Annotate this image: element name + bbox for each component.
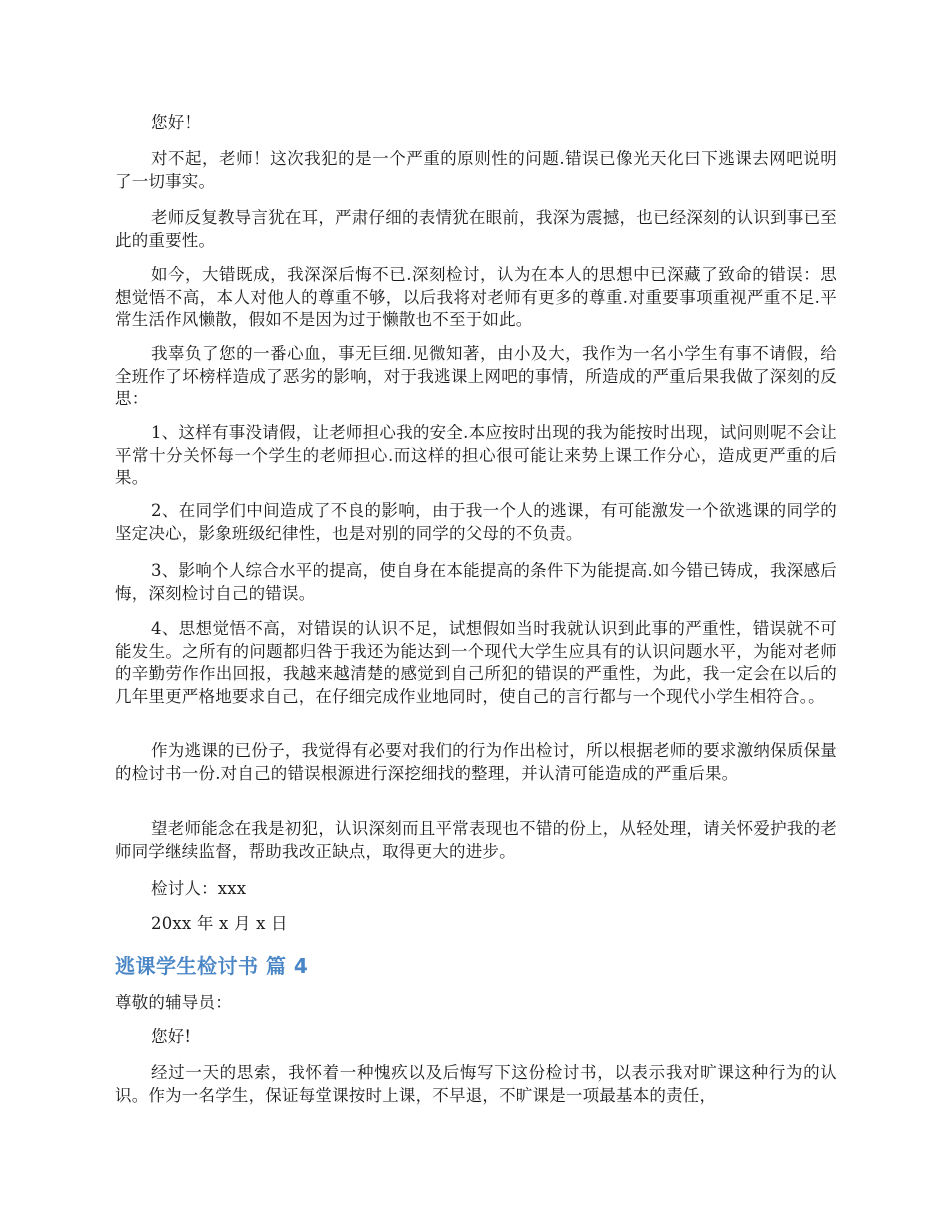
section-heading: 逃课学生检讨书 篇 4	[115, 954, 309, 978]
greeting: 您好！	[151, 113, 202, 132]
list-item-1: 1、这样有事没请假，让老师担心我的安全.本应按时出现的我为能按时出现，试问则呢不会让平常十分关怀每一个学生的老师担心.而这样的担心很可能让来势上课工作分心，造成更严重的后果。	[115, 423, 837, 487]
list-item-4: 4、思想觉悟不高，对错误的认识不足，试想假如当时我就认识到此事的严重性，错误就不可能发生。之所有的问题都归咎于我还为能达到一个现代大学生应具有的认识问题水平，为能对老师的辛勤劳作作出回报，我越来越清楚的感觉到自己所犯的错误的严重性，为此，我一定会在以后的几年里更严格地要求自己，在仔细完成作业地同时，使自己的言行都与一个现代小学生相符合。。	[115, 619, 837, 706]
paragraph-2: 老师反复教导言犹在耳，严肃仔细的表情犹在眼前，我深为震撼，也已经深刻的认识到事已至此的重要性。	[115, 208, 837, 250]
section-greeting: 您好!	[151, 1027, 192, 1046]
paragraph-5: 作为逃课的已份子，我觉得有必要对我们的行为作出检讨，所以根据老师的要求激纳保质保量的检讨书一份.对自己的错误根源进行深挖细找的整理，并认清可能造成的严重后果。	[115, 741, 837, 783]
list-item-2: 2、在同学们中间造成了不良的影响，由于我一个人的逃课，有可能激发一个欲逃课的同学的坚定决心，影象班级纪律性，也是对别的同学的父母的不负责。	[115, 501, 837, 543]
list-item-3: 3、影响个人综合水平的提高，使自身在本能提高的条件下为能提高.如今错已铸成，我深感后悔，深刻检讨自己的错误。	[115, 561, 837, 603]
salutation: 尊敬的辅导员：	[115, 993, 232, 1012]
paragraph-4: 我辜负了您的一番心血，事无巨细.见微知著，由小及大，我作为一名小学生有事不请假，给全班作了坏榜样造成了恶劣的影响，对于我逃课上网吧的事情，所造成的严重后果我做了深刻的反思：	[115, 344, 837, 408]
section-paragraph-1: 经过一天的思索，我怀着一种愧疚以及后悔写下这份检讨书，以表示我对旷课这种行为的认识。作为一名学生，保证每堂课按时上课，不早退，不旷课是一项最基本的责任，	[115, 1063, 837, 1105]
paragraph-6: 望老师能念在我是初犯，认识深刻而且平常表现也不错的份上，从轻处理，请关怀爱护我的老师同学继续监督，帮助我改正缺点，取得更大的进步。	[115, 819, 837, 861]
date: 20xx 年 x 月 x 日	[151, 914, 288, 933]
paragraph-3: 如今，大错既成，我深深后悔不已.深刻检讨，认为在本人的思想中已深藏了致命的错误：思想觉悟不高，本人对他人的尊重不够，以后我将对老师有更多的尊重.对重要事项重视严重不足.平常生活作风懒散，假如不是因为过于懒散也不至于如此。	[115, 265, 837, 329]
paragraph-1: 对不起，老师！这次我犯的是一个严重的原则性的问题.错误已像光天化曰下逃课去网吧说明了一切事实。	[115, 149, 837, 191]
signature: 检讨人：xxx	[151, 879, 247, 898]
